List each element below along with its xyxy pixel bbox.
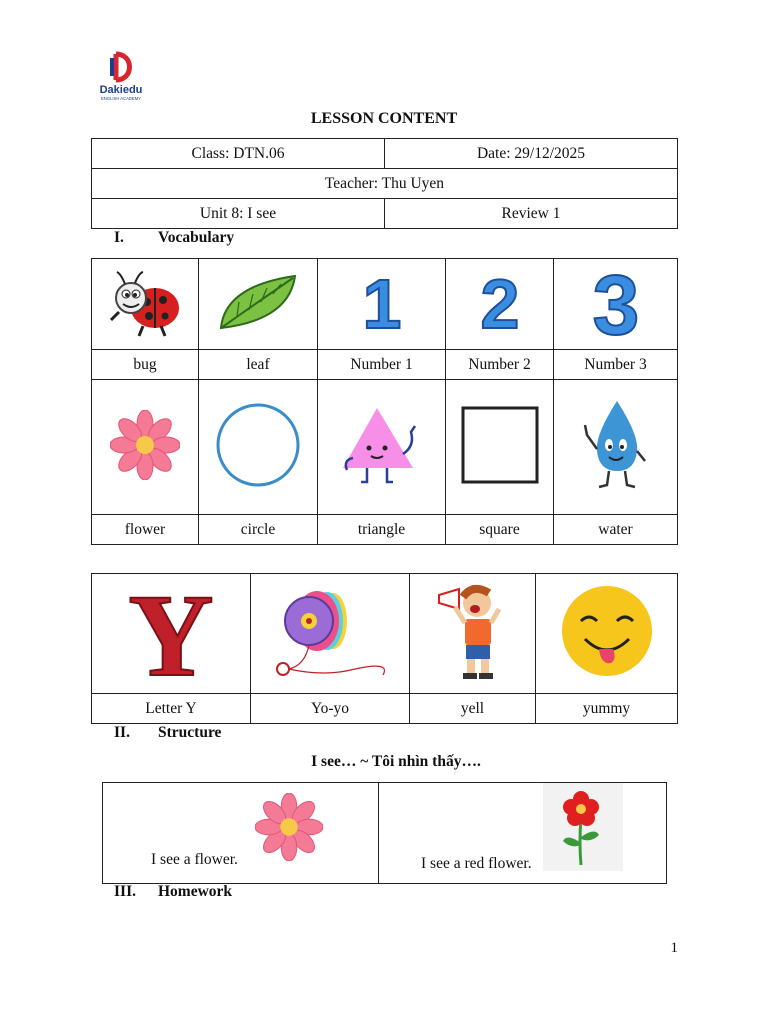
date-cell: Date: 29/12/2025: [385, 139, 678, 169]
section-number: I.: [114, 229, 124, 246]
svg-text:1: 1: [362, 269, 401, 334]
structure-pattern: I see… ~ Tôi nhìn thấy….: [311, 753, 481, 770]
number-3-picture: [554, 259, 678, 350]
vocabulary-table-1: [91, 258, 678, 545]
vocab-label: Number 3: [554, 350, 678, 380]
circle-shape-icon: [213, 400, 303, 490]
ladybug-icon: [105, 264, 185, 340]
vocab-label: triangle: [318, 515, 446, 545]
letter-y-icon: [121, 581, 221, 681]
water-picture: [554, 380, 678, 515]
leaf-icon: [215, 270, 301, 334]
section-label: Vocabulary: [158, 229, 235, 246]
class-cell: Class: DTN.06: [92, 139, 385, 169]
number-2-icon: [476, 270, 524, 334]
example-2-cell: [379, 783, 667, 884]
red-flower-icon: [543, 783, 623, 871]
yummy-picture: [536, 574, 678, 694]
lesson-info-table: [91, 138, 678, 229]
page-title: LESSON CONTENT: [310, 110, 458, 127]
svg-text:2: 2: [480, 269, 519, 334]
section-label: Homework: [158, 883, 233, 900]
teacher-cell: Teacher: Thu Uyen: [92, 169, 678, 199]
leaf-picture: [199, 259, 318, 350]
example-1-text: I see a flower.: [151, 851, 238, 868]
example-1-cell: [103, 783, 379, 884]
number-2-picture: [446, 259, 554, 350]
vocab-label: leaf: [199, 350, 318, 380]
number-1-picture: [318, 259, 446, 350]
vocab-label: bug: [92, 350, 199, 380]
letter-y-picture: [92, 574, 251, 694]
vocab-label: circle: [199, 515, 318, 545]
unit-cell: Unit 8: I see: [92, 199, 385, 229]
vocab-label: yummy: [536, 694, 678, 724]
vocabulary-table-2: [91, 573, 678, 724]
section-number: III.: [114, 883, 136, 900]
yoyo-picture: [251, 574, 410, 694]
vocab-label: Number 2: [446, 350, 554, 380]
vocab-label: Number 1: [318, 350, 446, 380]
vocab-label: water: [554, 515, 678, 545]
review-cell: Review 1: [385, 199, 678, 229]
vocab-label: flower: [92, 515, 199, 545]
flower-icon: [255, 793, 323, 861]
yoyo-icon: [265, 581, 395, 681]
triangle-picture: [318, 380, 446, 515]
flower-picture: [92, 380, 199, 515]
number-1-icon: [362, 270, 402, 334]
yummy-face-icon: [557, 581, 657, 681]
svg-text:Y: Y: [128, 581, 214, 681]
section-number: II.: [114, 724, 130, 741]
circle-picture: [199, 380, 318, 515]
section-label: Structure: [158, 724, 222, 741]
square-picture: [446, 380, 554, 515]
yell-picture: [410, 574, 536, 694]
bug-picture: [92, 259, 199, 350]
dakiedu-logo: [90, 46, 152, 108]
vocab-label: Yo-yo: [251, 694, 410, 724]
square-shape-icon: [460, 405, 540, 485]
logo-tagline: ENGLISH ACADEMY: [100, 96, 142, 101]
number-3-icon: [586, 264, 646, 340]
structure-examples-table: [102, 782, 667, 884]
page-number: 1: [670, 940, 678, 956]
vocab-label: yell: [410, 694, 536, 724]
logo-brand: Dakiedu: [99, 84, 143, 96]
vocab-label: square: [446, 515, 554, 545]
water-drop-icon: [581, 395, 651, 495]
vocab-label: Letter Y: [92, 694, 251, 724]
yelling-boy-icon: [433, 579, 513, 683]
example-2-text: I see a red flower.: [421, 855, 532, 872]
svg-text:3: 3: [592, 263, 639, 340]
triangle-character-icon: [339, 402, 425, 488]
flower-icon: [110, 410, 180, 480]
